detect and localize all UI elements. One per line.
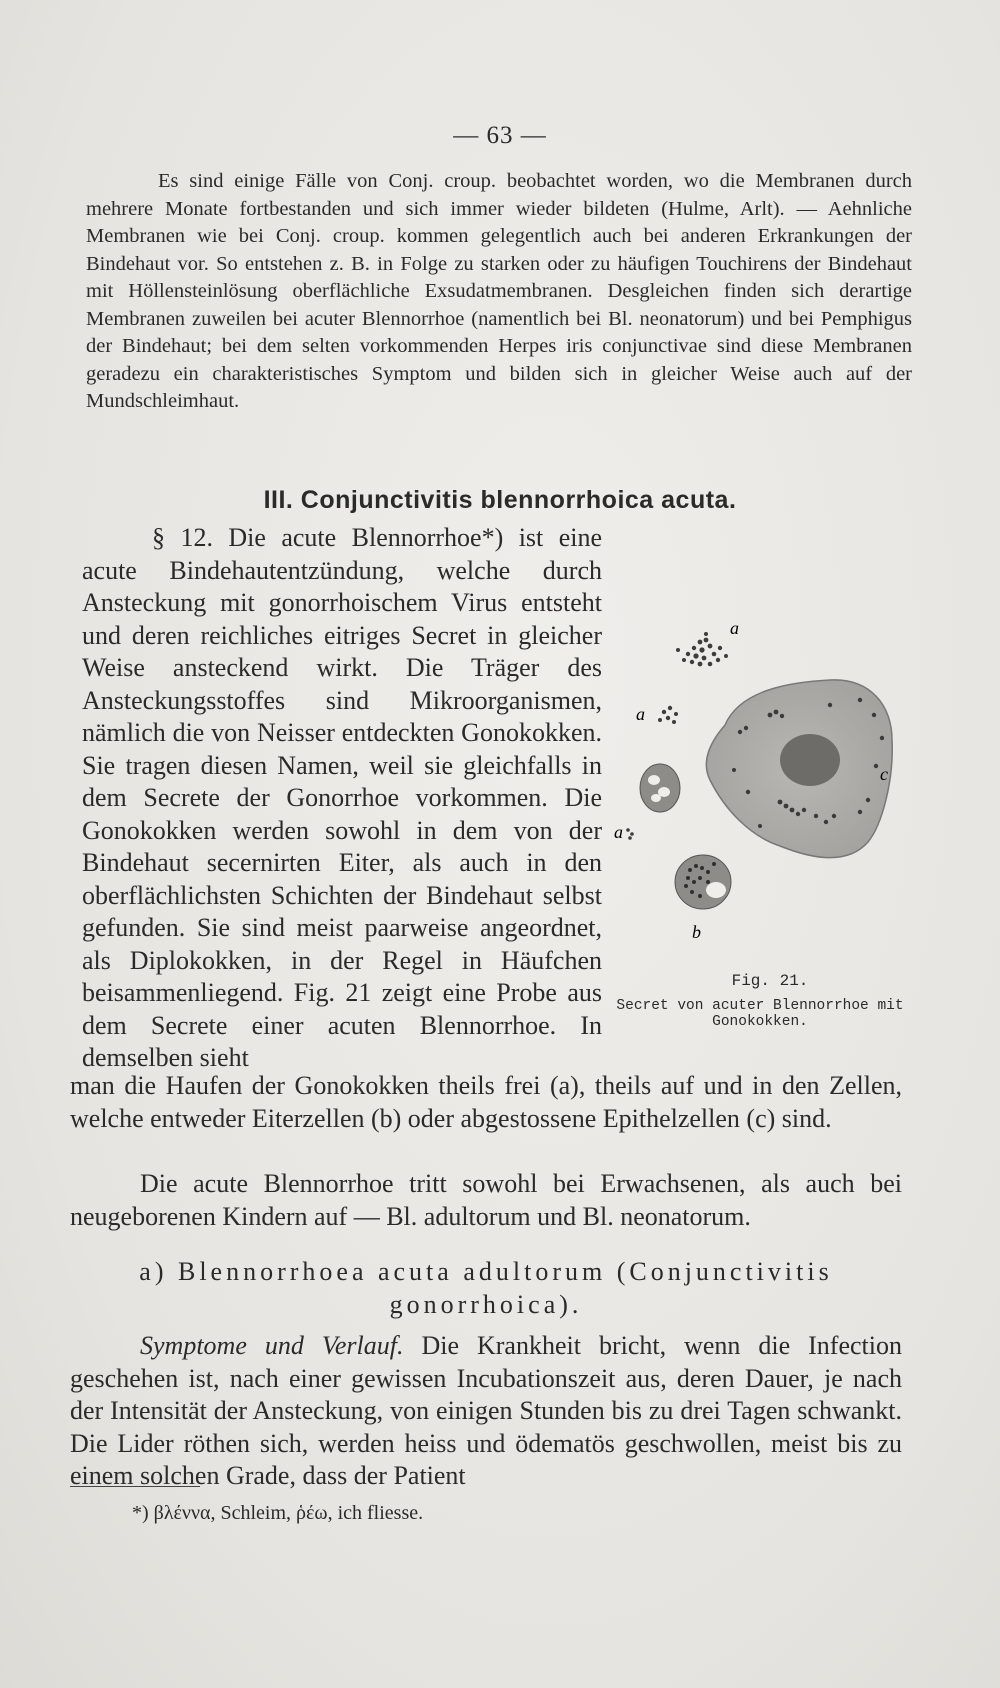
- section-text-continued: [70, 1070, 902, 1135]
- pus-cell-b: [675, 855, 731, 909]
- gonococci-cluster-a-mid: [658, 706, 678, 724]
- figure-number: Fig. 21.: [731, 972, 809, 990]
- symptoms-paragraph: [70, 1330, 902, 1493]
- page-number: — 63 —: [453, 122, 547, 149]
- symptoms-lead: Symptome und Verlauf.: [140, 1331, 404, 1360]
- figure-gonococci-illustration: [614, 618, 910, 950]
- intro-paragraph: Es sind einige Fälle von Conj. croup. beobachtet worden, wo die Membranen durch mehrere Monate fortbestanden und sich immer wieder bildeten (Hulme, Arlt). — Aehnliche Membranen wie bei Conj. croup. kommen gelegentlich auch bei anderen Erkrankungen der Bindehaut vor. So entstehen z. B. in Folge zu starken oder zu häufigen Touchirens der Bindehaut mit Höllensteinlösung oberflächliche Exsudatmembranen. Desgleichen finden sich derartige Membranen zuweilen bei acuter Blennorrhoe (namentlich bei Bl. neonatorum) und bei Pemphigus der Bindehaut; bei dem selten vorkommenden Herpes iris conjunctivae sind diese Membranen geradezu ein charakteristisches Symptom und bilden sich in gleicher Weise auch auf der Mundschleimhaut.: [86, 170, 912, 412]
- footnote: *) βλέννα, Schleim, ῥέω, ich fliesse.: [132, 1502, 424, 1524]
- symptoms-block: [70, 1330, 902, 1493]
- footnote-rule: [70, 1486, 200, 1487]
- label-a-low: a: [614, 822, 623, 842]
- label-a-mid: a: [636, 704, 645, 724]
- sub-heading: a) Blennorrhoea acuta adultorum (Conjunctivitis gonorrhoica).: [139, 1257, 833, 1319]
- occurrence-paragraph: Die acute Blennorrhoe tritt sowohl bei Erwachsenen, als auch bei neugeborenen Kindern auf — Bl. adultorum und Bl. neonatorum.: [70, 1169, 902, 1231]
- intro-paragraph-block: [86, 168, 912, 416]
- pus-cell-a-left: [640, 764, 680, 812]
- section-heading: III. Conjunctivitis blennorrhoica acuta.: [263, 486, 737, 514]
- cell-nucleus: [780, 734, 840, 786]
- section-paragraph-continued: man die Haufen der Gonokokken theils frei (a), theils auf und in den Zellen, welche entweder Eiterzellen (b) oder abgestossene Epithelzellen (c) sind.: [70, 1071, 902, 1133]
- label-c: c: [880, 764, 888, 784]
- label-a-top: a: [730, 618, 739, 638]
- figure-caption: Secret von acuter Blennorrhoe mit Gonokokken.: [616, 998, 904, 1030]
- subheading-block: [70, 1256, 902, 1321]
- gonococci-cluster-a-top: [676, 632, 728, 666]
- symptoms-text: Die Krankheit bricht, wenn die Infection geschehen ist, nach einer gewissen Incubationszeit aus, deren Dauer, je nach der Intensität der Ansteckung, von einigen Stunden bis zu drei Tagen schwankt. Die Lider röthen sich, werden heiss und ödematös geschwollen, meist bis zu einem solchen Grade, dass der Patient: [70, 1331, 902, 1490]
- label-b: b: [692, 922, 701, 942]
- gonococci-near-a3: [626, 828, 634, 840]
- section-paragraph-wrapped: § 12. Die acute Blennorrhoe*) ist eine acute Bindehautentzündung, welche durch Ansteckung mit gonorrhoischem Virus entsteht und deren reichliches eitriges Secret in gleicher Weise ansteckend wirkt. Die Träger des Ansteckungsstoffes sind Mikroorganismen, nämlich die von Neisser entdeckten Gonokokken. Sie tragen diesen Namen, weil sie gleichfalls in dem Secrete der Gonorrhoe vorkommen. Die Gonokokken werden sowohl in dem von der Bindehaut secernirten Eiter, als auch in den oberflächlichsten Schichten der Bindehaut selbst gefunden. Sie sind meist paarweise angeordnet, als Diplokokken, in der Regel in Häufchen beisammenliegend. Fig. 21 zeigt eine Probe aus dem Secrete einer acuten Blennorrhoe. In demselben sieht: [82, 523, 602, 1072]
- section-text-wrapped: [82, 522, 602, 1075]
- occurrence-block: [70, 1168, 902, 1233]
